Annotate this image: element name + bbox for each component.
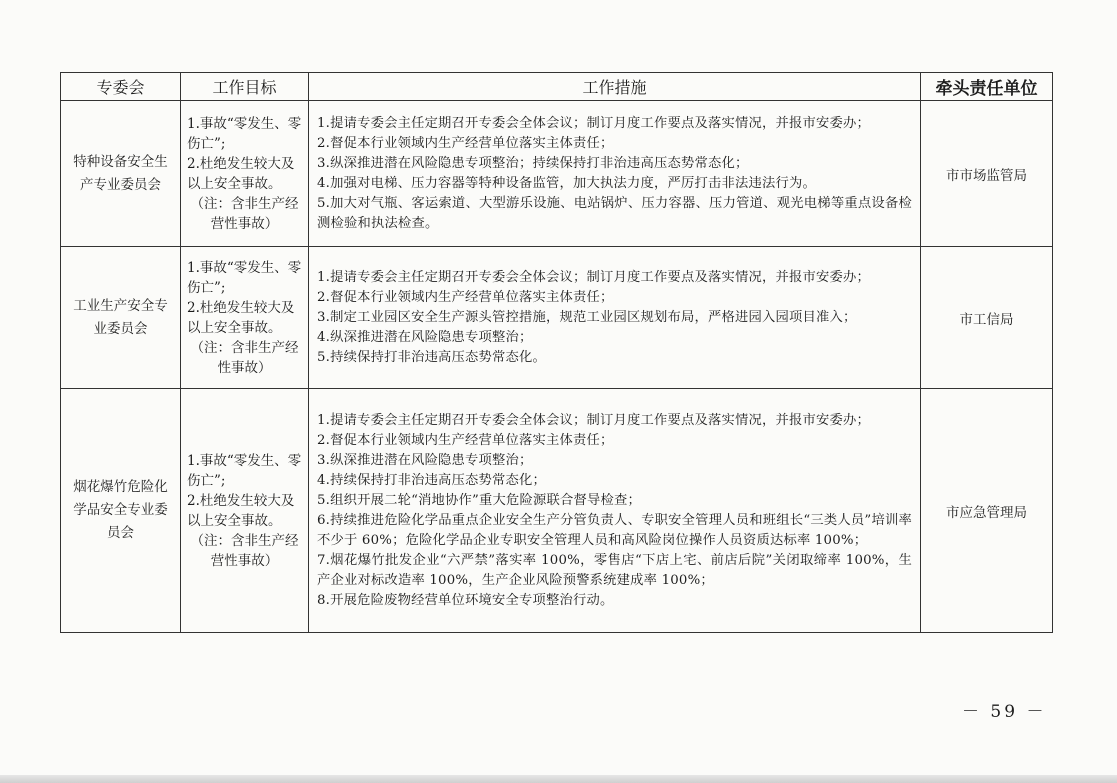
page-number: － 59 －	[962, 702, 1047, 722]
lead-unit: 市市场监管局	[921, 101, 1053, 247]
table-row	[61, 101, 1053, 247]
measure-item: 8.开展危险废物经营单位环境安全专项整治行动。	[317, 592, 614, 608]
header-lead-unit: 牵头责任单位	[921, 73, 1053, 101]
measure-item: 4.纵深推进潜在风险隐患专项整治；	[317, 329, 533, 345]
measure-item: 3.制定工业园区安全生产源头管控措施，规范工业园区规划布局，严格进园入园项目准入；	[317, 309, 857, 325]
goal-item: 2.杜绝发生较大及以上安全事故。	[187, 492, 295, 529]
committee-name: 工业生产安全专业委员会	[61, 247, 181, 389]
measure-item: 2.督促本行业领域内生产经营单位落实主体责任；	[317, 289, 614, 305]
header-measures: 工作措施	[309, 73, 921, 101]
measure-item: 2.督促本行业领域内生产经营单位落实主体责任；	[317, 432, 614, 448]
goal-note: （注：含非生产经性事故）	[190, 339, 299, 376]
committee-name: 烟花爆竹危险化学品安全专业委员会	[61, 389, 181, 633]
table-row	[61, 389, 1053, 633]
lead-unit: 市工信局	[921, 247, 1053, 389]
table-row	[61, 247, 1053, 389]
header-row	[61, 73, 1053, 101]
goal-note: （注：含非生产经营性事故）	[190, 532, 299, 569]
measure-item: 6.持续推进危险化学品重点企业安全生产分管负责人、专职安全管理人员和班组长“三类人员”培训率不少于 60%；危险化学品企业专职安全管理人员和高风险岗位操作人员资质达标率 100%；	[317, 512, 912, 548]
header-goal: 工作目标	[181, 73, 309, 101]
measure-item: 4.持续保持打非治违高压态势常态化；	[317, 472, 547, 488]
measure-item: 1.提请专委会主任定期召开专委会全体会议；制订月度工作要点及落实情况，并报市安委办；	[317, 115, 870, 131]
goal-item: 2.杜绝发生较大及以上安全事故。	[187, 299, 295, 336]
committee-name: 特种设备安全生产专业委员会	[61, 101, 181, 247]
goal-cell	[181, 389, 309, 633]
measure-item: 4.加强对电梯、压力容器等特种设备监管，加大执法力度，严厉打击非法违法行为。	[317, 175, 816, 191]
lead-unit: 市应急管理局	[921, 389, 1053, 633]
page-edge	[0, 775, 1117, 783]
goal-item: 2.杜绝发生较大及以上安全事故。	[187, 155, 295, 192]
measures-cell	[309, 101, 921, 247]
measure-item: 5.加大对气瓶、客运索道、大型游乐设施、电站锅炉、压力容器、压力管道、观光电梯等重点设备检测检验和执法检查。	[317, 195, 912, 231]
goal-cell	[181, 101, 309, 247]
header-committee: 专委会	[61, 73, 181, 101]
work-table	[60, 72, 1053, 633]
goal-cell	[181, 247, 309, 389]
measure-item: 1.提请专委会主任定期召开专委会全体会议；制订月度工作要点及落实情况，并报市安委办；	[317, 269, 870, 285]
goal-item: 1.事故“零发生、零伤亡”;	[187, 259, 302, 296]
measure-item: 1.提请专委会主任定期召开专委会全体会议；制订月度工作要点及落实情况，并报市安委办；	[317, 412, 870, 428]
goal-note: （注：含非生产经营性事故）	[190, 195, 299, 232]
measures-cell	[309, 247, 921, 389]
measure-item: 3.纵深推进潜在风险隐患专项整治；	[317, 452, 533, 468]
measure-item: 5.持续保持打非治违高压态势常态化。	[317, 349, 547, 365]
measures-cell	[309, 389, 921, 633]
measure-item: 3.纵深推进潜在风险隐患专项整治；持续保持打非治违高压态势常态化；	[317, 155, 749, 171]
goal-item: 1.事故“零发生、零伤亡”;	[187, 115, 302, 152]
goal-item: 1.事故“零发生、零伤亡”;	[187, 452, 302, 489]
table-body	[61, 101, 1053, 633]
table-header	[61, 73, 1053, 101]
measure-item: 5.组织开展二轮“消地协作”重大危险源联合督导检查；	[317, 492, 642, 508]
measure-item: 2.督促本行业领域内生产经营单位落实主体责任；	[317, 135, 614, 151]
measure-item: 7.烟花爆竹批发企业“六严禁”落实率 100%，零售店“下店上宅、前店后院”关闭取缔率 100%，生产企业对标改造率 100%，生产企业风险预警系统建成率 100%；	[317, 552, 912, 588]
